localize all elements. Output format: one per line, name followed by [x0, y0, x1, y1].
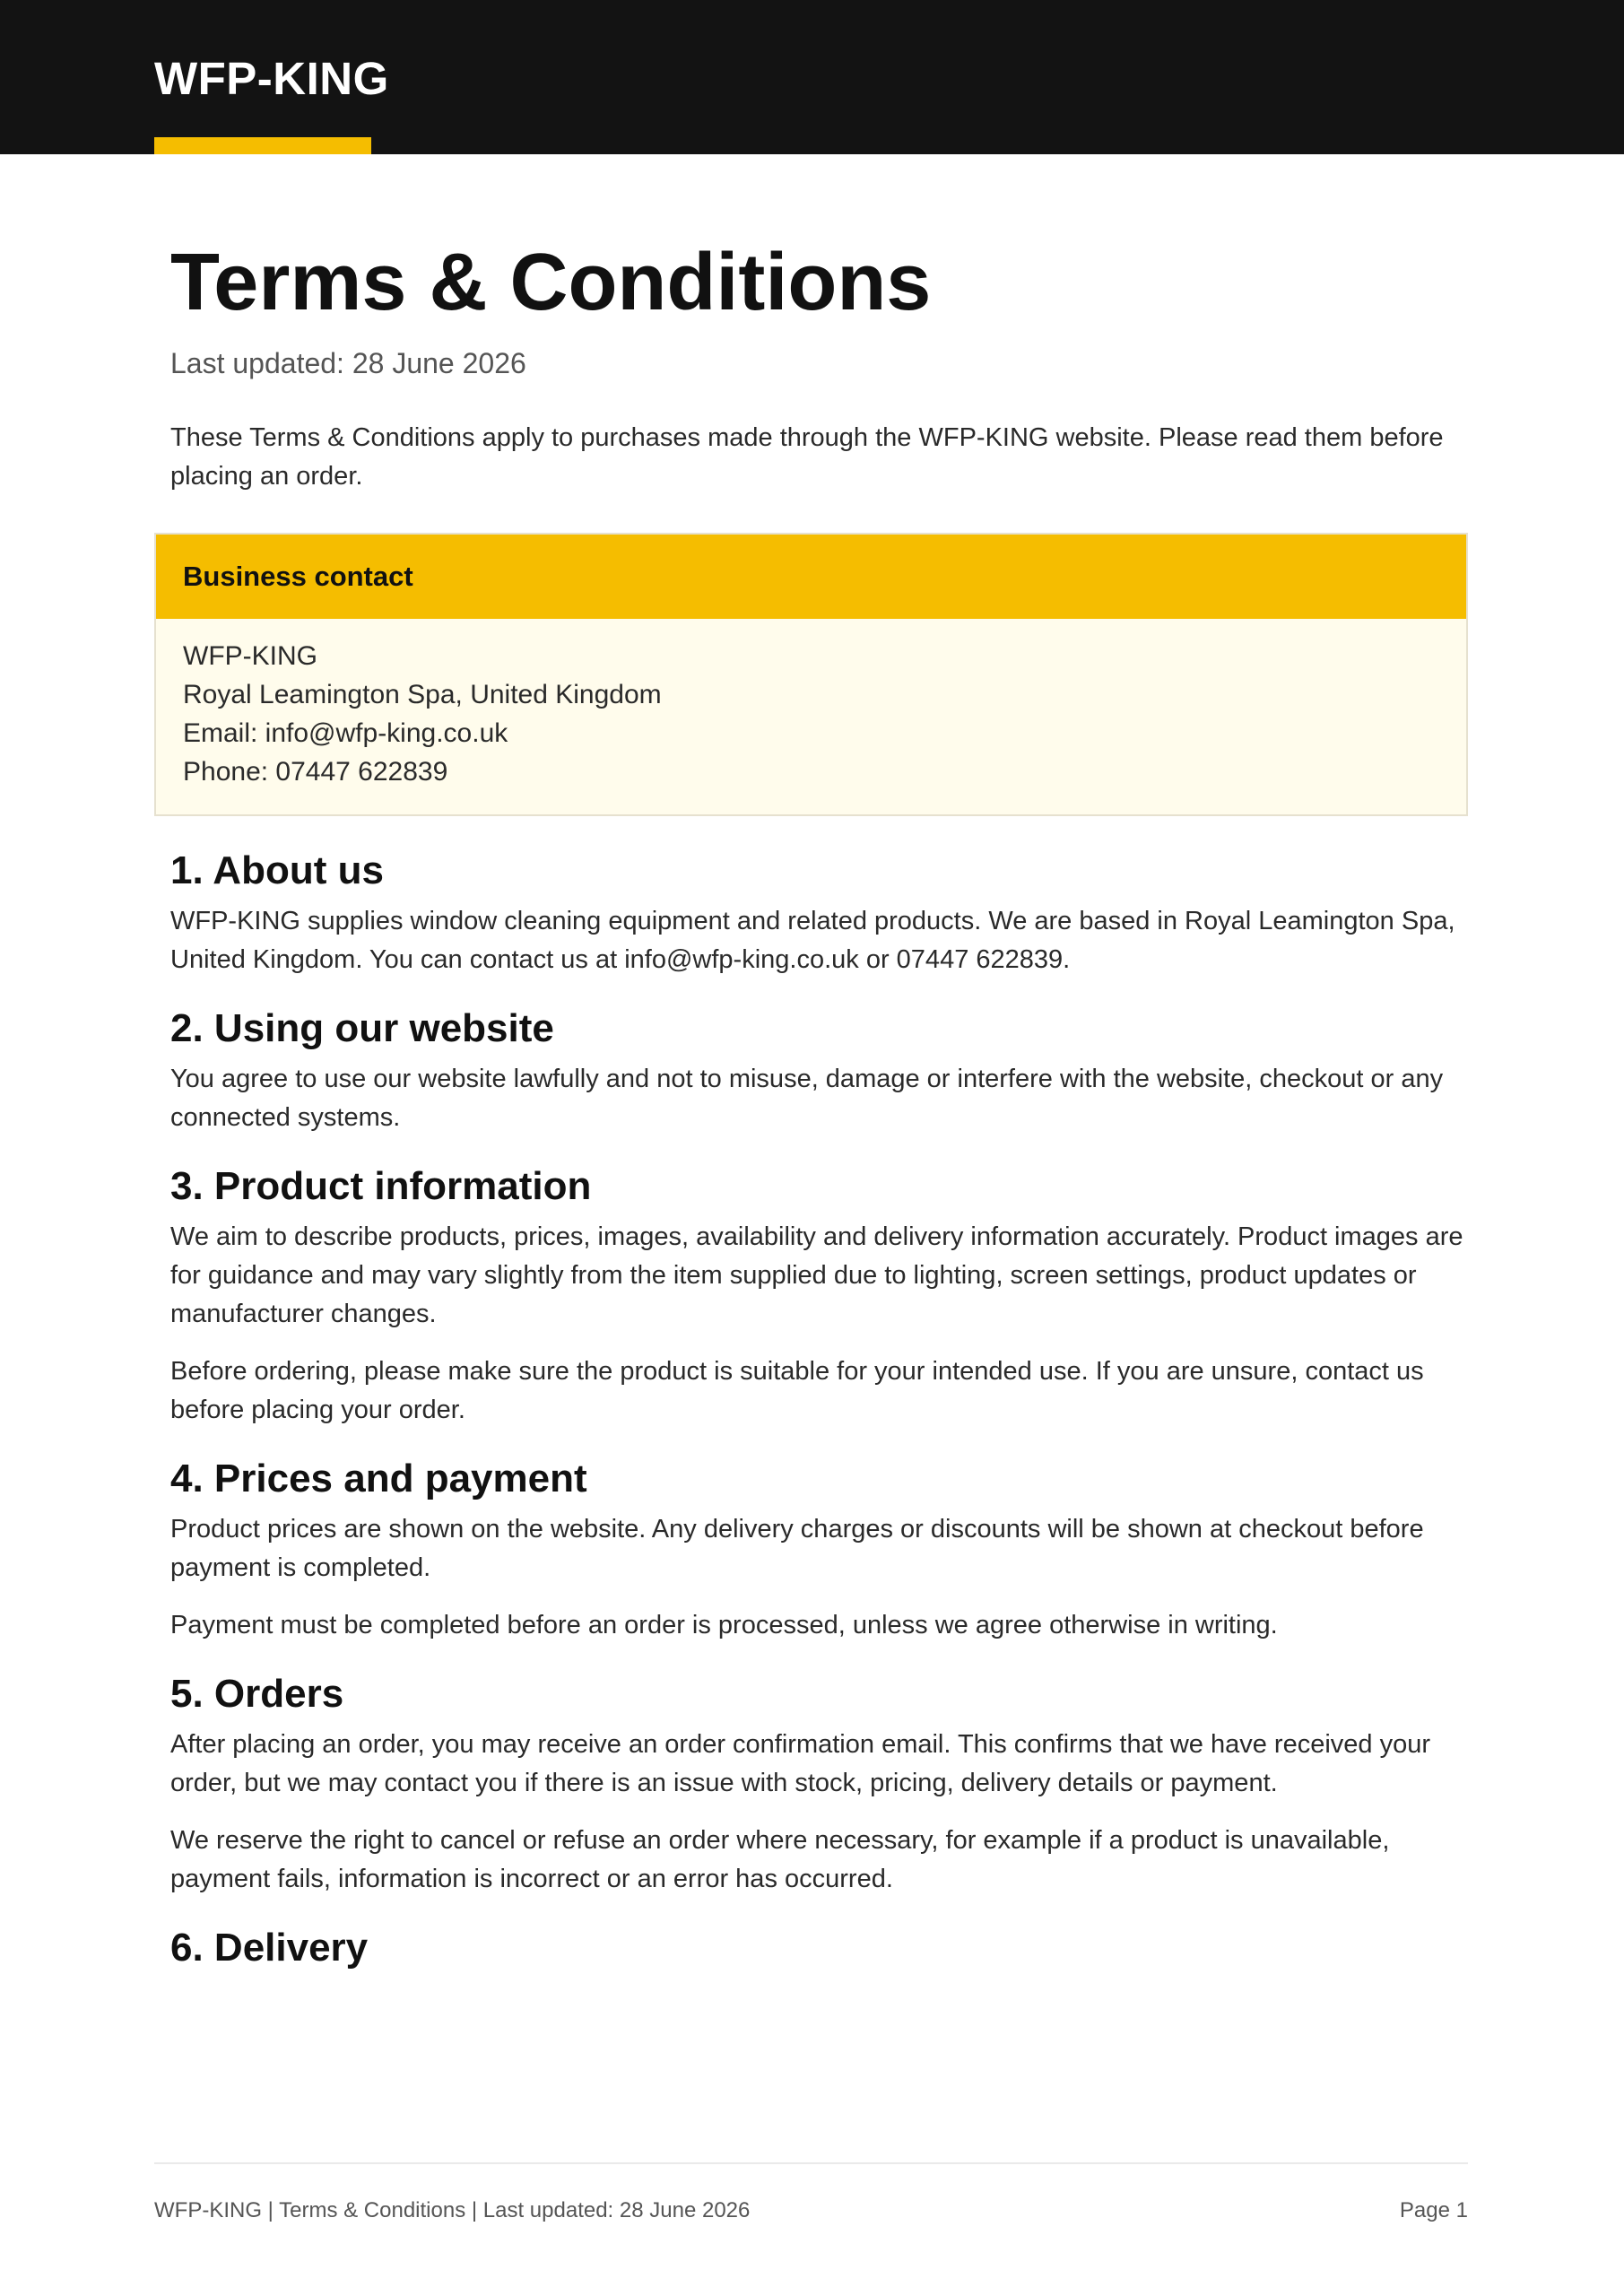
section-paragraph: Product prices are shown on the website. Any delivery charges or discounts will be shown at checkout before payment is completed. — [170, 1515, 1424, 1582]
section-paragraph: Before ordering, please make sure the product is suitable for your intended use. If you are unsure, contact us before placing your order. — [170, 1357, 1424, 1424]
footer-divider — [154, 2162, 1468, 2164]
section-heading: 2. Using our website — [170, 1006, 554, 1050]
section-paragraph: WFP-KING supplies window cleaning equipment and related products. We are based in Royal Leamington Spa, United Kingdom. You can contact us at info@wfp-king.co.uk or 07447 622839. — [170, 907, 1455, 974]
section-heading: 3. Product information — [170, 1164, 592, 1208]
contact-email: Email: info@wfp-king.co.uk — [183, 718, 508, 748]
section-paragraph: After placing an order, you may receive an order confirmation email. This confirms that we have received your order, but we may contact you if there is an issue with stock, pricing, delivery details or payment. — [170, 1730, 1431, 1797]
terms-sections — [170, 841, 1471, 1997]
page-title: Terms & Conditions — [170, 238, 932, 327]
footer-document-info: WFP-KING | Terms & Conditions | Last updated: 28 June 2026 — [154, 2198, 751, 2222]
section-heading: 6. Delivery — [170, 1926, 369, 1970]
contact-company: WFP-KING — [183, 641, 317, 671]
intro-paragraph: These Terms & Conditions apply to purchases made through the WFP-KING website. Please read them before placing an order. — [170, 423, 1444, 491]
section-paragraph: Payment must be completed before an order is processed, unless we agree otherwise in writing. — [170, 1611, 1278, 1639]
section-paragraph: We aim to describe products, prices, images, availability and delivery information accurately. Product images are for guidance and may vary slightly from the item supplied due to lighting, screen settings, product updates or manufacturer changes. — [170, 1222, 1463, 1328]
section-heading: 5. Orders — [170, 1672, 344, 1716]
section-about-us — [170, 841, 1471, 979]
section-heading: 1. About us — [170, 848, 384, 892]
contact-phone: Phone: 07447 622839 — [183, 757, 448, 787]
section-delivery — [170, 1918, 1471, 1978]
last-updated-text: Last updated: 28 June 2026 — [170, 347, 526, 379]
business-contact-box — [154, 533, 1468, 816]
brand-logo-text: WFP-KING — [154, 53, 389, 104]
top-header-bar — [0, 0, 1624, 154]
section-using-website — [170, 999, 1471, 1137]
section-prices-payment — [170, 1449, 1471, 1645]
section-product-information — [170, 1157, 1471, 1430]
document-header — [170, 238, 1471, 496]
business-contact-details — [156, 619, 1466, 791]
business-contact-heading: Business contact — [156, 535, 1466, 619]
section-heading: 4. Prices and payment — [170, 1457, 587, 1500]
section-paragraph: You agree to use our website lawfully and not to misuse, damage or interfere with the website, checkout or any connected systems. — [170, 1065, 1444, 1132]
footer-page-number: Page 1 — [1399, 2198, 1468, 2222]
section-orders — [170, 1665, 1471, 1899]
section-paragraph: We reserve the right to cancel or refuse an order where necessary, for example if a product is unavailable, payment fails, information is incorrect or an error has occurred. — [170, 1826, 1390, 1893]
contact-location: Royal Leamington Spa, United Kingdom — [183, 680, 662, 709]
brand-accent-bar — [154, 137, 371, 154]
